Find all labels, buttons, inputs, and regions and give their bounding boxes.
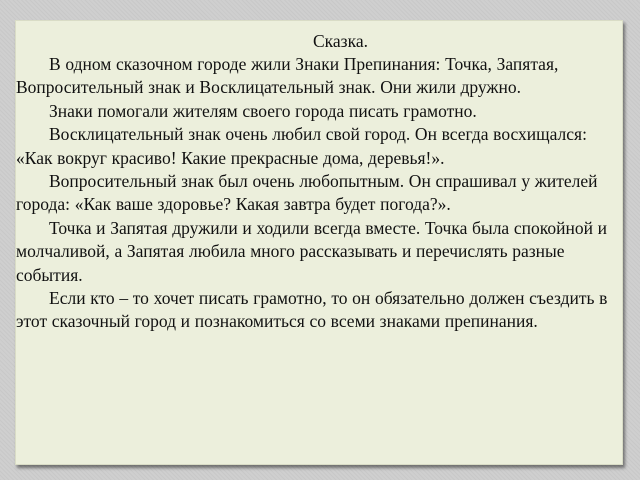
paragraph-question-mark: Вопросительный знак был очень любопытным. Он спрашивал у жителей города: «Как ваше здоровье? Какая завтра будет погода?».	[16, 171, 598, 215]
story-title: Сказка.	[313, 31, 368, 51]
paragraph-period-and-comma: Точка и Запятая дружили и ходили всегда вместе. Точка была спокойной и молчаливой, а Запятая любила много рассказывать и перечислять разные события.	[16, 217, 608, 285]
text-card	[15, 20, 623, 465]
paragraph-exclamation-mark: Восклицательный знак очень любил свой город. Он всегда восхищался: «Как вокруг красиво! Какие прекрасные дома, деревья!».	[16, 124, 587, 168]
paragraph-intro: В одном сказочном городе жили Знаки Препинания: Точка, Запятая, Вопросительный знак и Восклицательный знак. Они жили дружно.	[16, 54, 559, 98]
paragraph-helping: Знаки помогали жителям своего города писать грамотно.	[49, 100, 477, 121]
paragraph-conclusion: Если кто – то хочет писать грамотно, то он обязательно должен съездить в этот сказочный город и познакомиться со всеми знаками препинания.	[16, 288, 608, 332]
